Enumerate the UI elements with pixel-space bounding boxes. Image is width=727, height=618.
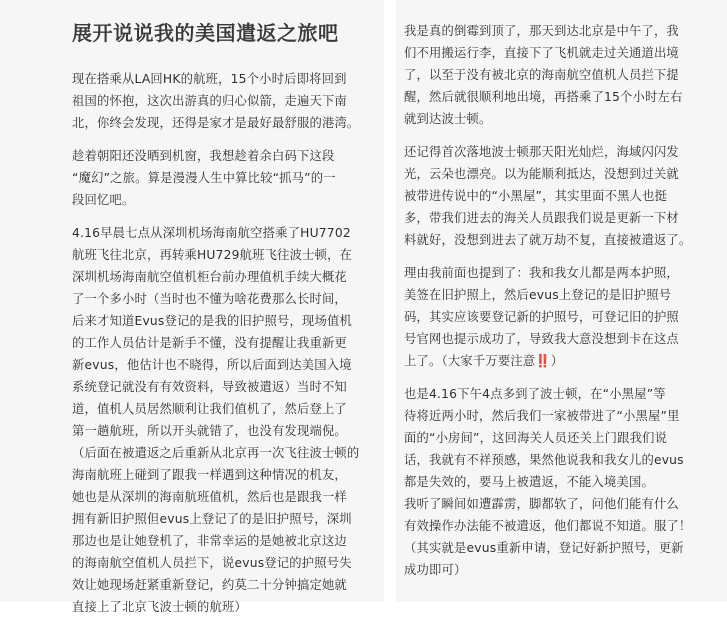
- text-line: 第一趟航班，所以开头就错了，也没有发现端倪。: [72, 424, 347, 438]
- text-line: 祖国的怀抱，这次出游真的归心似箭，走遍天下南: [72, 94, 347, 108]
- text-line: 北，你终会发现，还得是家才是最好最舒服的港湾。: [72, 116, 360, 130]
- right-column: [396, 0, 727, 602]
- text-line: 被带进传说中的“小黑屋”，其实里面不黑人也挺: [404, 189, 668, 203]
- text-line: 料就好，没想到进去了就万劫不复，直接被遣返了。: [404, 233, 692, 247]
- text-line: 系统登记就没有有效资料，导致被遣返）当时不知: [72, 380, 347, 394]
- text-line: 我是真的倒霉到顶了，那天到达北京是中午了，我: [404, 24, 679, 38]
- text-line: 美签在旧护照上，然后evus上登记的是旧护照号: [404, 288, 672, 302]
- text-segment: 上了。（大家千万要注意: [404, 354, 536, 368]
- left-paragraph-1: [72, 68, 372, 134]
- text-line: 现在搭乘从LA回HK的航班，15个小时后即将回到: [72, 72, 347, 86]
- text-line: 4.16早晨七点从深圳机场海南航空搭乘了HU7702: [72, 226, 351, 240]
- text-line: “魔幻”之旅。算是漫漫人生中算比较“抓马”的一: [72, 171, 336, 185]
- text-line: 趁着朝阳还没晒到机窗，我想趁着余白码下这段: [72, 149, 335, 163]
- double-exclamation-icon: ‼️: [535, 354, 551, 368]
- text-line: 光，云朵也漂亮。以为能顺利抵达，没想到过关就: [404, 167, 679, 181]
- text-line: 也是4.16下午4点多到了波士顿，在“小黑屋”等: [404, 387, 666, 401]
- right-paragraph-2: [404, 141, 716, 251]
- text-line: 那边也是让她登机了，非常幸运的是她被北京这边: [72, 534, 347, 548]
- text-line: 效让她现场赶紧重新登记，约莫二十分钟搞定她就: [72, 578, 347, 592]
- text-line: 航班飞往北京，再转乘HU729航班飞往波士顿，在: [72, 248, 353, 262]
- text-line: 码，其实应该要登记新的护照号，可登记旧的护照: [404, 310, 679, 324]
- text-line: 深圳机场海南航空值机柜台前办理值机手续大概花: [72, 270, 347, 284]
- text-line: 就到达波士顿。: [404, 112, 492, 126]
- text-line: 段回忆吧。: [72, 193, 135, 207]
- left-paragraph-3: [72, 222, 372, 618]
- text-line: 新evus，他估计也不晓得，所以后面到达美国入境: [72, 358, 352, 372]
- text-line: 待将近两小时，然后我们一家被带进了“小黑屋”里: [404, 409, 680, 423]
- right-paragraph-1: [404, 20, 716, 130]
- text-line: 们不用搬运行李，直接下了飞机就走过关通道出境: [404, 46, 679, 60]
- text-line: 醒，然后就很顺利地出境，再搭乘了15个小时左右: [404, 90, 683, 104]
- text-line: （其实就是evus重新申请，登记好新护照号，更新: [404, 541, 684, 555]
- column-divider: [384, 0, 396, 602]
- text-line: 号官网也提示成功了，导致我大意没想到卡在这点: [404, 332, 679, 346]
- text-line: 有效操作办法能不被遣返，他们都说不知道。服了！: [404, 519, 692, 533]
- article-title: 展开说说我的美国遣返之旅吧: [72, 21, 339, 45]
- text-line: 了，以至于没有被北京的海南航空值机人员拦下提: [404, 68, 679, 82]
- text-line: 她也是从深圳的海南航班值机，然后也是跟我一样: [72, 490, 347, 504]
- text-line: 海南航班上碰到了跟我一样遇到这种情况的机友，: [72, 468, 347, 482]
- text-line: 的海南航空值机人员拦下，说evus登记的护照号失: [72, 556, 352, 570]
- right-paragraph-3: [404, 262, 716, 372]
- text-line: 理由我前面也提到了：我和我女儿都是两本护照，: [404, 266, 679, 280]
- text-line: 道，值机人员居然顺利让我们值机了，然后登上了: [72, 402, 347, 416]
- text-line: 直接上了北京飞波士顿的航班）: [72, 600, 247, 614]
- text-line: （后面在被遣返之后重新从北京再一次飞往波士顿的: [72, 446, 360, 460]
- text-line: 话，我就有不祥预感，果然他说我和我女儿的evus: [404, 453, 684, 467]
- text-line: 后来才知道Evus登记的是我的旧护照号，现场值机: [72, 314, 352, 328]
- text-line: 面的“小房间”，这回海关人员还关上门跟我们说: [404, 431, 668, 445]
- right-paragraph-4: [404, 383, 716, 581]
- text-line: 了一个多小时（当时也不懂为啥花费那么长时间，: [72, 292, 347, 306]
- text-segment: ）: [550, 354, 564, 368]
- text-line: 的工作人员估计是新手不懂，没有提醒让我重新更: [72, 336, 347, 350]
- text-line: 多，带我们进去的海关人员跟我们说是更新一下材: [404, 211, 679, 225]
- text-line: 成功即可）: [404, 563, 467, 577]
- text-line: 还记得首次落地波士顿那天阳光灿烂，海域闪闪发: [404, 145, 679, 159]
- text-line: 都是失效的，要马上被遣返，不能入境美国。: [404, 475, 654, 489]
- text-line-with-emoji: [404, 350, 716, 372]
- text-line: 我听了瞬间如遭霹雳，脚都软了，问他们能有什么: [404, 497, 679, 511]
- text-line: 拥有新旧护照但evus上登记了的是旧护照号，深圳: [72, 512, 352, 526]
- left-paragraph-2: [72, 145, 372, 211]
